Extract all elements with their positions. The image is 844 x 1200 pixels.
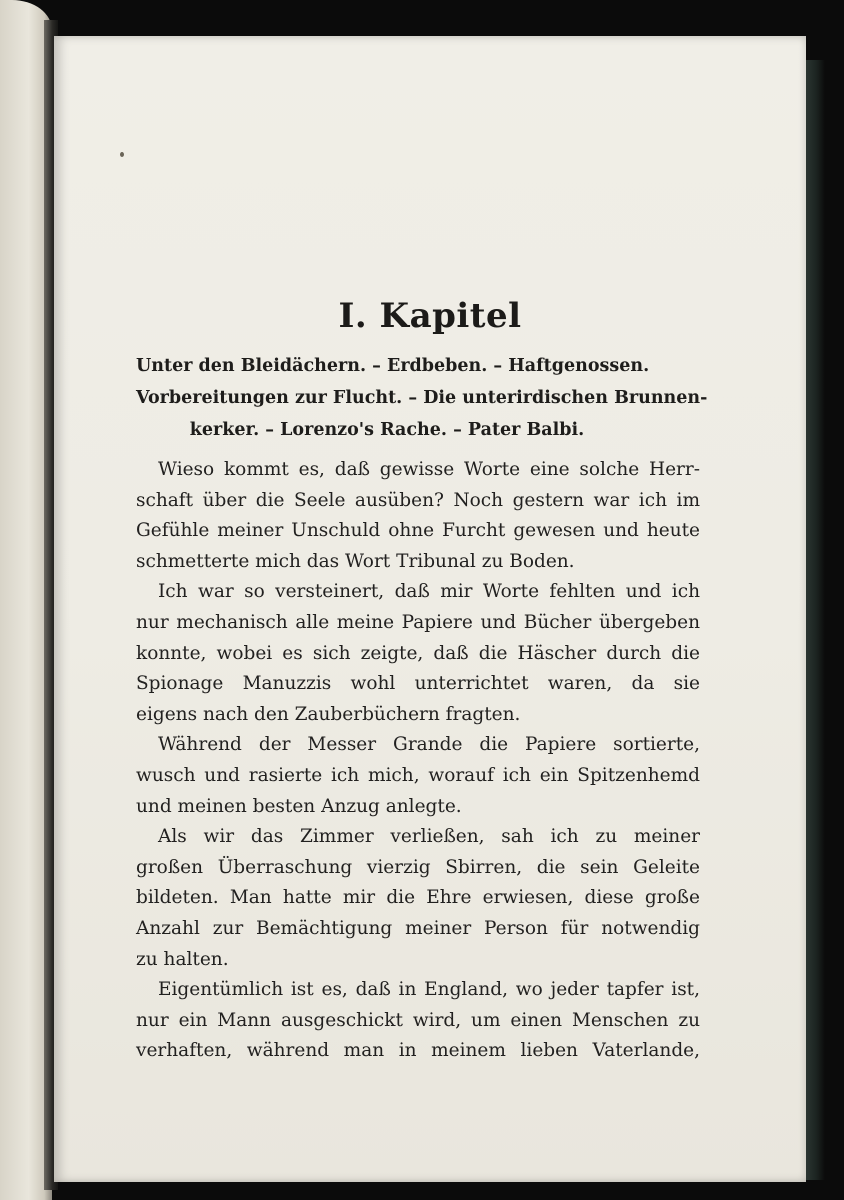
text-line: nur ein Mann ausgeschickt wird, um einen Menschen zu	[136, 1009, 700, 1031]
text-line: zu halten.	[136, 948, 229, 970]
paper-speck	[120, 152, 124, 157]
summary-line: Vorbereitungen zur Flucht. – Die unterirdischen Brunnen-	[136, 388, 708, 408]
book-cover-edge	[803, 60, 825, 1180]
text-line: Spionage Manuzzis wohl unterrichtet waren, da sie	[136, 673, 700, 695]
text-line: wusch und rasierte ich mich, worauf ich ein Spitzenhemd	[136, 764, 700, 786]
text-line: Eigentümlich ist es, daß in England, wo jeder tapfer ist,	[158, 979, 700, 1001]
chapter-title: I. Kapitel	[338, 296, 522, 336]
summary-line: Unter den Bleidächern. – Erdbeben. – Haftgenossen.	[136, 356, 650, 376]
text-line: und meinen besten Anzug anlegte.	[136, 795, 462, 817]
text-line: Wieso kommt es, daß gewisse Worte eine solche Herr-	[158, 459, 700, 480]
chapter-summary	[136, 350, 708, 446]
text-line: Anzahl zur Bemächtigung meiner Person für notwendig	[136, 917, 700, 939]
text-line: Als wir das Zimmer verließen, sah ich zu meiner	[158, 826, 700, 848]
text-line: Ich war so versteinert, daß mir Worte fehlten und ich	[158, 581, 700, 603]
summary-line: kerker. – Lorenzo's Rache. – Pater Balbi.	[189, 420, 585, 440]
text-line: schmetterte mich das Wort Tribunal zu Boden.	[136, 550, 575, 572]
text-line: verhaften, während man in meinem lieben Vaterlande,	[136, 1040, 700, 1062]
text-line: großen Überraschung vierzig Sbirren, die sein Geleite	[136, 856, 700, 878]
text-line: schaft über die Seele ausüben? Noch gestern war ich im	[136, 489, 700, 511]
text-line: Während der Messer Grande die Papiere sortierte,	[158, 734, 700, 756]
body-text	[136, 455, 700, 1067]
text-line: Gefühle meiner Unschuld ohne Furcht gewesen und heute	[136, 520, 700, 542]
text-line: eigens nach den Zauberbüchern fragten.	[136, 703, 521, 725]
text-line: bildeten. Man hatte mir die Ehre erwiesen, diese große	[136, 887, 700, 909]
text-line: nur mechanisch alle meine Papiere und Bücher übergeben	[136, 611, 700, 633]
text-line: konnte, wobei es sich zeigte, daß die Häscher durch die	[136, 642, 700, 664]
